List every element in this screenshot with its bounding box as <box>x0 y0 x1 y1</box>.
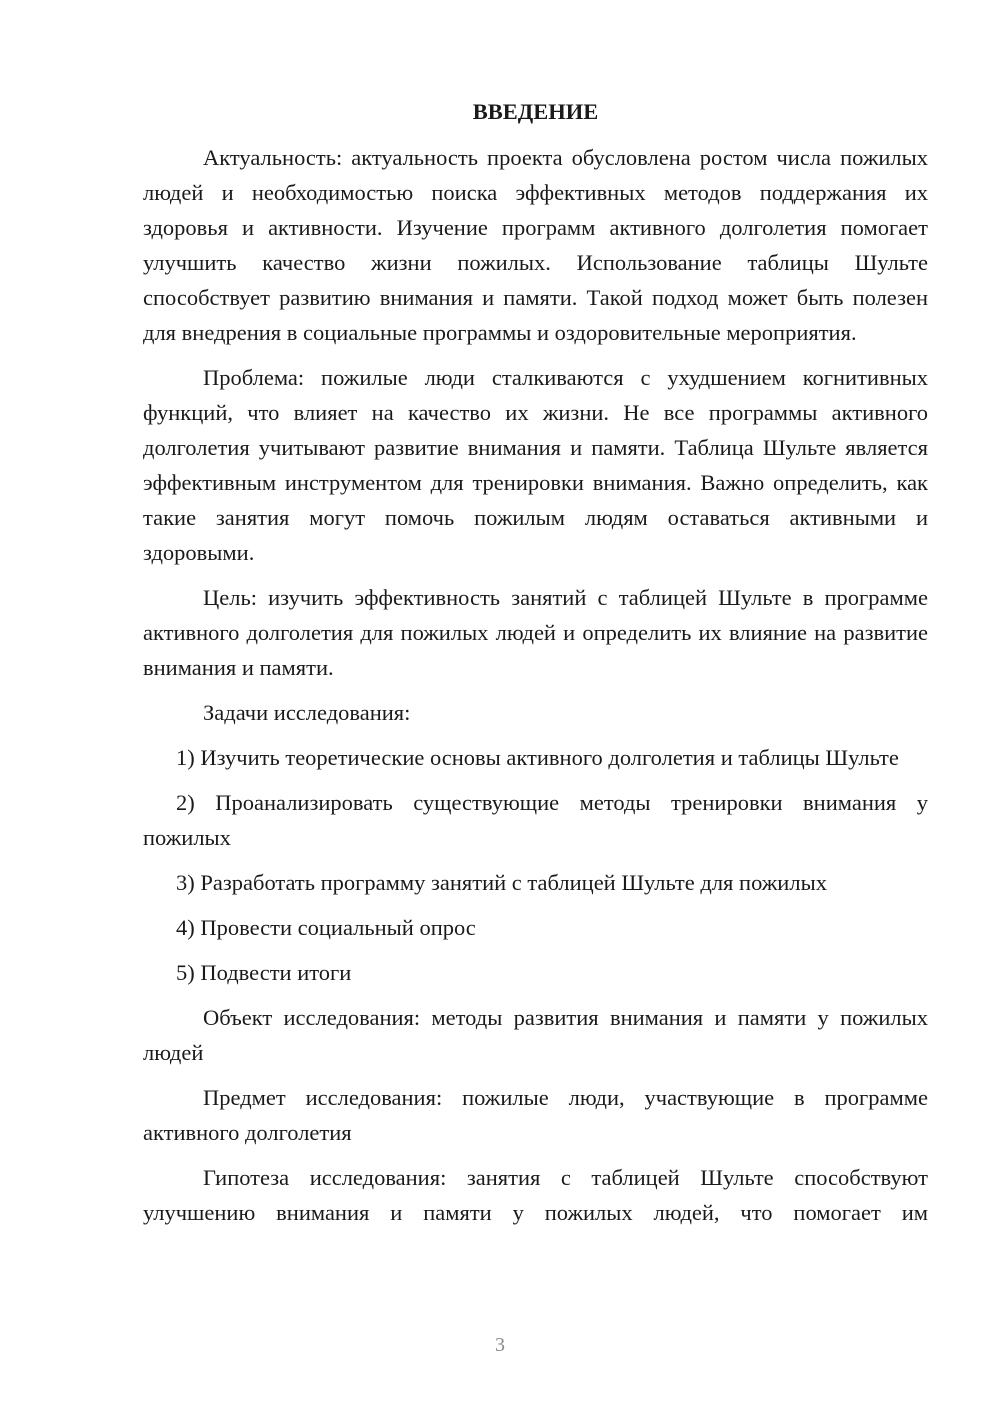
task-item: 3) Разработать программу занятий с таблицей Шульте для пожилых <box>176 870 827 895</box>
section-title: ВВЕДЕНИЕ <box>472 99 599 124</box>
paragraph-goal: Цель: изучить эффективность занятий с таблицей Шульте в программе активного долголетия для пожилых людей и определить их влияние на развитие внимания и памяти. <box>143 585 928 680</box>
task-item: 5) Подвести итоги <box>176 960 352 985</box>
paragraph-problem: Проблема: пожилые люди сталкиваются с ухудшением когнитивных функций, что влияет на качество их жизни. Не все программы активного долголетия учитывают развитие внимания и памяти. Таблица Шульте является эффективным инструментом для тренировки внимания. Важно определить, как такие занятия могут помочь пожилым людям оставаться активными и здоровыми. <box>143 365 928 565</box>
paragraph-relevance: Актуальность: актуальность проекта обусловлена ростом числа пожилых людей и необходимостью поиска эффективных методов поддержания их здоровья и активности. Изучение программ активного долголетия помогает улучшить качество жизни пожилых. Использование таблицы Шульте способствует развитию внимания и памяти. Такой подход может быть полезен для внедрения в социальные программы и оздоровительные мероприятия. <box>143 145 928 345</box>
document-page <box>143 94 928 1240</box>
task-item: 4) Провести социальный опрос <box>176 915 476 940</box>
page-number: 3 <box>495 1334 505 1356</box>
paragraph-subject: Предмет исследования: пожилые люди, участвующие в программе активного долголетия <box>143 1085 928 1145</box>
paragraph-object: Объект исследования: методы развития внимания и памяти у пожилых людей <box>143 1005 928 1065</box>
paragraph-hypothesis: Гипотеза исследования: занятия с таблицей Шульте способствуют улучшению внимания и памяти у пожилых людей, что помогает им <box>143 1165 928 1225</box>
task-item: 1) Изучить теоретические основы активного долголетия и таблицы Шульте <box>176 745 899 770</box>
tasks-heading: Задачи исследования: <box>203 700 411 725</box>
task-item: 2) Проанализировать существующие методы тренировки внимания у пожилых <box>143 790 928 850</box>
